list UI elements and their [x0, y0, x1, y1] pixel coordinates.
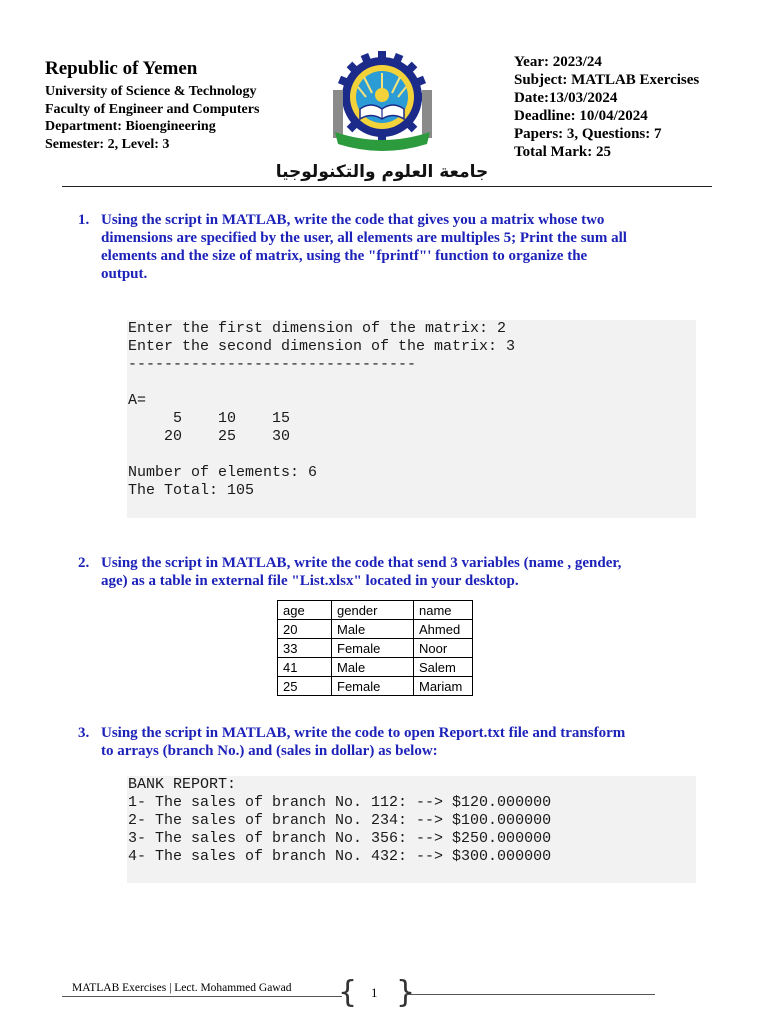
table-header-cell: name [414, 601, 473, 620]
code-line: BANK REPORT: [128, 776, 237, 793]
table-cell: Noor [414, 639, 473, 658]
university-seal-icon [275, 52, 489, 182]
code-line: 1- The sales of branch No. 112: --> $120.000000 [128, 794, 552, 811]
question-line: age) as a table in external file "List.xlsx" located in your desktop. [101, 573, 519, 589]
header-left-block [45, 58, 305, 153]
question-line: output. [101, 266, 148, 282]
semester-level: Semester: 2, Level: 3 [45, 136, 170, 152]
table-header-cell: age [278, 601, 332, 620]
table-header-cell: gender [332, 601, 414, 620]
subject-field: Subject: MATLAB Exercises [514, 72, 700, 88]
question-3 [78, 724, 703, 760]
question-1 [78, 211, 703, 283]
table-cell: 41 [278, 658, 332, 677]
question-line: Using the script in MATLAB, write the code to open Report.txt file and transform [101, 725, 626, 741]
table-cell: 33 [278, 639, 332, 658]
deadline-field: Deadline: 10/04/2024 [514, 108, 648, 124]
code-line: 2- The sales of branch No. 234: --> $100.000000 [128, 812, 552, 829]
code-output-1 [127, 320, 696, 518]
code-line: -------------------------------- [128, 356, 417, 373]
code-line: 3- The sales of branch No. 356: --> $250.000000 [128, 830, 552, 847]
date-field: Date:13/03/2024 [514, 90, 618, 106]
papers-questions-field: Papers: 3, Questions: 7 [514, 126, 662, 142]
table-row [278, 620, 473, 639]
code-line: 5 10 15 [128, 410, 291, 427]
question-line: to arrays (branch No.) and (sales in dollar) as below: [101, 743, 438, 759]
table-row [278, 677, 473, 696]
header-right-block [514, 53, 754, 161]
question-number: 2. [78, 555, 90, 571]
year-field: Year: 2023/24 [514, 54, 602, 70]
table-row [278, 639, 473, 658]
header-divider [62, 186, 712, 187]
table-cell: Male [332, 658, 414, 677]
question-line: dimensions are specified by the user, all elements are multiples 5; Print the sum all [101, 230, 627, 246]
faculty-name: Faculty of Engineer and Computers [45, 101, 260, 117]
table-cell: 25 [278, 677, 332, 696]
question-line: Using the script in MATLAB, write the code that send 3 variables (name , gender, [101, 555, 622, 571]
code-line [128, 446, 696, 464]
table-cell: Mariam [414, 677, 473, 696]
code-line: Number of elements: 6 [128, 464, 318, 481]
question-line: elements and the size of matrix, using the "fprintf"' function to organize the [101, 248, 588, 264]
question-number: 3. [78, 725, 90, 741]
table-cell: Male [332, 620, 414, 639]
table-cell: Salem [414, 658, 473, 677]
code-line: Enter the second dimension of the matrix: 3 [128, 338, 516, 355]
footer-rule-right [405, 994, 655, 995]
country-title: Republic of Yemen [45, 58, 198, 79]
code-line: 20 25 30 [128, 428, 291, 445]
question-line: Using the script in MATLAB, write the code that gives you a matrix whose two [101, 212, 605, 228]
code-line: A= [128, 392, 147, 409]
question-number: 1. [78, 212, 90, 228]
footer-rule-left [62, 996, 342, 997]
list-table [277, 600, 473, 696]
code-line: 4- The sales of branch No. 432: --> $300.000000 [128, 848, 552, 865]
code-line: The Total: 105 [128, 482, 255, 499]
table-cell: Ahmed [414, 620, 473, 639]
total-mark-field: Total Mark: 25 [514, 144, 611, 160]
right-brace-icon: } [396, 975, 416, 1010]
table-row [278, 658, 473, 677]
university-name: University of Science & Technology [45, 84, 257, 99]
table-cell: Female [332, 677, 414, 696]
code-line [128, 374, 696, 392]
left-brace-icon: { [338, 975, 358, 1010]
question-2 [78, 554, 703, 590]
footer-text: MATLAB Exercises | Lect. Mohammed Gawad [72, 982, 292, 994]
department-name: Department: Bioengineering [45, 119, 216, 134]
page-number: 1 [371, 985, 378, 1000]
logo-arabic-text: جامعة العلوم والتكنولوجيا [275, 162, 489, 182]
table-cell: 20 [278, 620, 332, 639]
code-output-3 [127, 776, 696, 883]
table-header-row [278, 601, 473, 620]
table-cell: Female [332, 639, 414, 658]
code-line: Enter the first dimension of the matrix: 2 [128, 320, 507, 337]
